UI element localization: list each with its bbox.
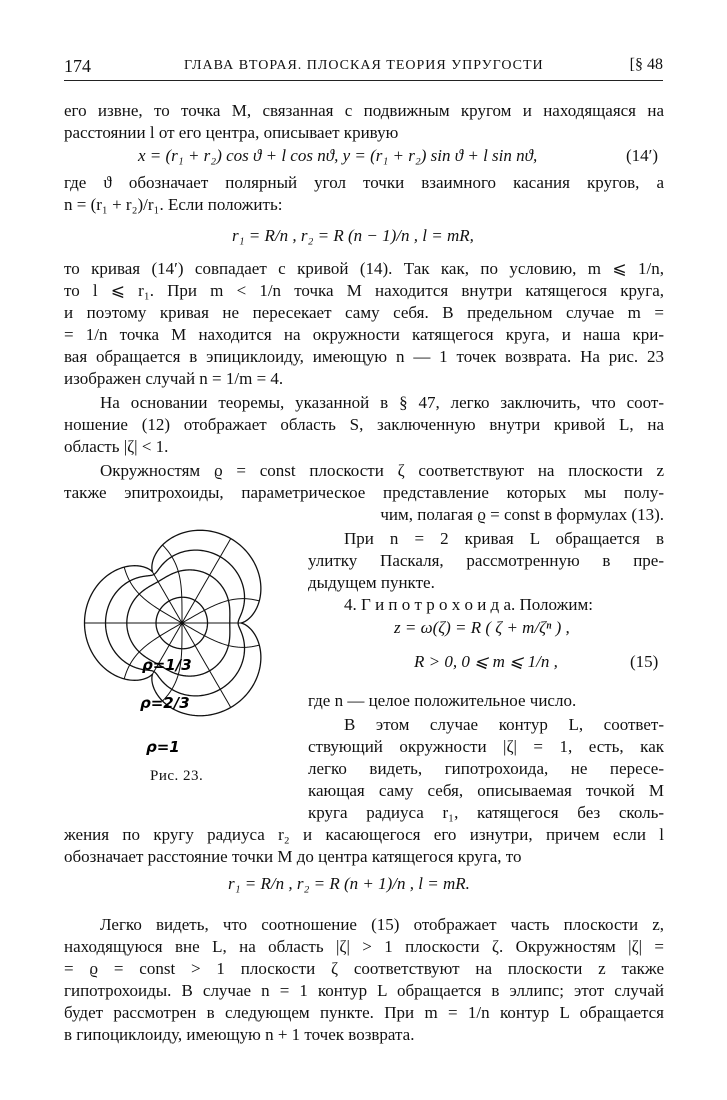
section-heading-hypotrochoid: 4. Г и п о т р о х о и д а. Положим:: [344, 595, 593, 614]
text-line: Окружностям ϱ = const плоскости ζ соответствуют на плоскости z: [100, 461, 664, 480]
text-line: дыдущем пункте.: [308, 573, 435, 592]
text-line: будет рассмотрен в следующем пункте. При m = 1/n контур L обращается: [64, 1003, 664, 1022]
text-line: и поэтому кривая не пересекает саму себя. В предельном случае m =: [64, 303, 664, 322]
text-line: то l ⩽ r₁. При m < 1/n точка M находится внутри катящегося круга,: [64, 281, 664, 300]
text-line: При n = 2 кривая L обращается в: [344, 529, 664, 548]
text-line: ствующий окружности |ζ| = 1, есть, как: [308, 737, 664, 756]
text-line: улитку Паскаля, рассмотренную в пре-: [308, 551, 664, 570]
page-number: 174: [64, 56, 91, 76]
text-line: кающая саму себя, описываемая точкой M: [308, 781, 664, 800]
text-line: = 1/n точка M находится на окружности катящегося круга, и наша кри-: [64, 325, 664, 344]
text-line: где n — целое положительное число.: [308, 691, 577, 710]
text-line: круга радиуса r₁, катящегося без сколь-: [308, 803, 664, 822]
section-number: [§ 48: [629, 56, 663, 73]
text-line: n = (r₁ + r₂)/r₁. Если положить:: [64, 195, 283, 214]
equation-number: (15): [630, 652, 659, 671]
text-line: изображен случай n = 1/m = 4.: [64, 369, 284, 388]
text-line: ношение (12) отображает область S, заключенную внутри кривой L, на: [64, 415, 664, 434]
equation-number: (14′): [626, 146, 659, 165]
radial-line: [163, 545, 183, 623]
text-line: его извне, то точка M, связанная с подвижным кругом и находящаяся на: [64, 101, 664, 120]
text-line: В этом случае контур L, соответ-: [344, 715, 664, 734]
formula-15a: z = ω(ζ) = R ( ζ + m/ζⁿ ) ,: [394, 618, 570, 637]
formula-14prime: x = (r₁ + r₂) cos ϑ + l cos nϑ, y = (r₁ + r₂) sin ϑ + l sin nϑ,: [138, 146, 538, 165]
text-line: где ϑ обозначает полярный угол точки взаимного касания кругов, а: [64, 173, 664, 192]
text-line: область |ζ| < 1.: [64, 437, 169, 456]
text-line: находящуюся вне L, на область |ζ| > 1 плоскости ζ. Окружностям |ζ| =: [64, 937, 664, 956]
text-line: гипотрохоиды. В случае n = 1 контур L обращается в эллипс; этот случай: [64, 981, 664, 1000]
figure-23-drawing: [54, 490, 314, 765]
formula-hypotrochoid-params: r₁ = R/n , r₂ = R (n + 1)/n , l = mR.: [228, 874, 470, 893]
text-line: жения по кругу радиуса r₂ и касающегося его изнутри, причем если l: [64, 825, 664, 844]
figure-23: [54, 490, 314, 765]
text-line: обозначает расстояние точки M до центра катящегося круга, то: [64, 847, 522, 866]
text-line: вая обращается в эпициклоиду, имеющую n — 1 точек возврата. На рис. 23: [64, 347, 664, 366]
text-line: легко видеть, гипотрохоида, не пересе-: [308, 759, 664, 778]
text-line: то кривая (14′) совпадает с кривой (14). Так как, по условию, m ⩽ 1/n,: [64, 259, 664, 278]
text-line: в гипоциклоиду, имеющую n + 1 точек возврата.: [64, 1025, 415, 1044]
text-line: Легко видеть, что соотношение (15) отображает часть плоскости z,: [100, 915, 664, 934]
text-line: расстоянии l от его центра, описывает кривую: [64, 123, 399, 142]
text-line: также эпитрохоиды, параметрическое представление которых мы полу-: [64, 483, 664, 502]
figure-caption: Рис. 23.: [150, 768, 204, 784]
running-title: ГЛАВА ВТОРАЯ. ПЛОСКАЯ ТЕОРИЯ УПРУГОСТИ: [184, 58, 544, 73]
text-line: = ϱ = const > 1 плоскости ζ соответствуют на плоскости z также: [64, 959, 664, 978]
text-line: чим, полагая ϱ = const в формулах (13).: [380, 505, 664, 524]
label-rho-one-third: ρ=1/3: [142, 656, 192, 674]
formula-epitrochoid-params: r₁ = R/n , r₂ = R (n − 1)/n , l = mR,: [232, 226, 474, 245]
label-rho-one: ρ=1: [146, 738, 180, 756]
label-rho-two-thirds: ρ=2/3: [140, 694, 190, 712]
running-header: [64, 56, 663, 81]
text-line: На основании теоремы, указанной в § 47, легко заключить, что соот-: [100, 393, 664, 412]
formula-15b: R > 0, 0 ⩽ m ⩽ 1/n ,: [414, 652, 558, 671]
